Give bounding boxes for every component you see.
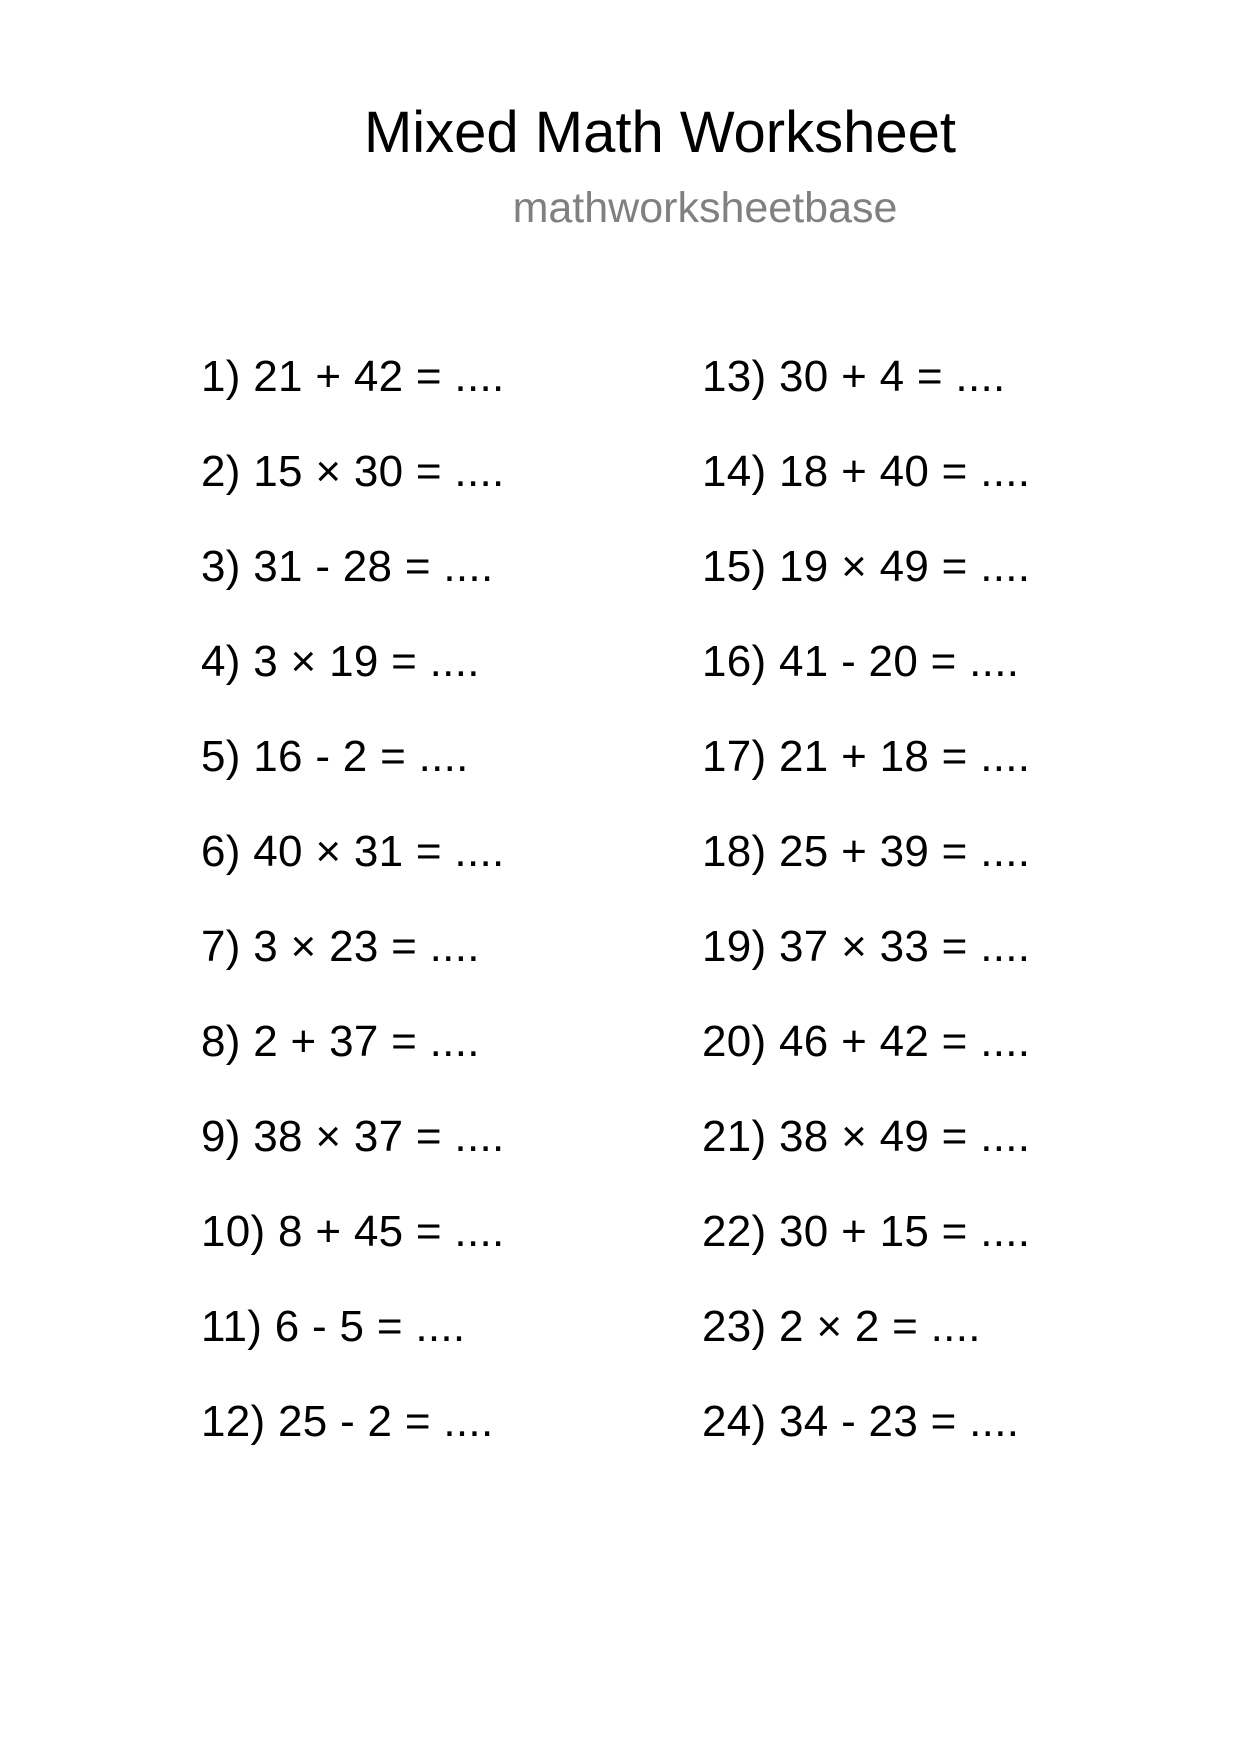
problem-item: 14) 18 + 40 = .... — [702, 447, 1031, 496]
problem-item: 18) 25 + 39 = .... — [702, 827, 1031, 876]
problem-item: 7) 3 × 23 = .... — [201, 922, 480, 971]
problem-item: 6) 40 × 31 = .... — [201, 827, 505, 876]
worksheet-title: Mixed Math Worksheet — [363, 100, 957, 165]
problem-item: 17) 21 + 18 = .... — [702, 732, 1031, 781]
problem-item: 15) 19 × 49 = .... — [702, 542, 1031, 591]
problem-item: 9) 38 × 37 = .... — [201, 1112, 505, 1161]
worksheet-source: mathworksheetbase — [512, 184, 898, 232]
problem-item: 12) 25 - 2 = .... — [201, 1397, 494, 1446]
problem-list-left — [201, 352, 505, 1492]
problem-item: 22) 30 + 15 = .... — [702, 1207, 1031, 1256]
problem-item: 3) 31 - 28 = .... — [201, 542, 494, 591]
problem-item: 20) 46 + 42 = .... — [702, 1017, 1031, 1066]
problem-list-right — [702, 352, 1030, 1492]
problem-item: 4) 3 × 19 = .... — [201, 637, 480, 686]
problem-item: 19) 37 × 33 = .... — [702, 922, 1031, 971]
problem-item: 5) 16 - 2 = .... — [201, 732, 469, 781]
problem-item: 23) 2 × 2 = .... — [702, 1302, 981, 1351]
problem-item: 21) 38 × 49 = .... — [702, 1112, 1031, 1161]
problem-item: 8) 2 + 37 = .... — [201, 1017, 480, 1066]
problem-item: 24) 34 - 23 = .... — [702, 1397, 1020, 1446]
problem-item: 2) 15 × 30 = .... — [201, 447, 505, 496]
problem-item: 11) 6 - 5 = .... — [201, 1302, 466, 1351]
problem-item: 10) 8 + 45 = .... — [201, 1207, 505, 1256]
problem-item: 13) 30 + 4 = .... — [702, 352, 1006, 401]
problem-item: 16) 41 - 20 = .... — [702, 637, 1020, 686]
problem-item: 1) 21 + 42 = .... — [201, 352, 505, 401]
